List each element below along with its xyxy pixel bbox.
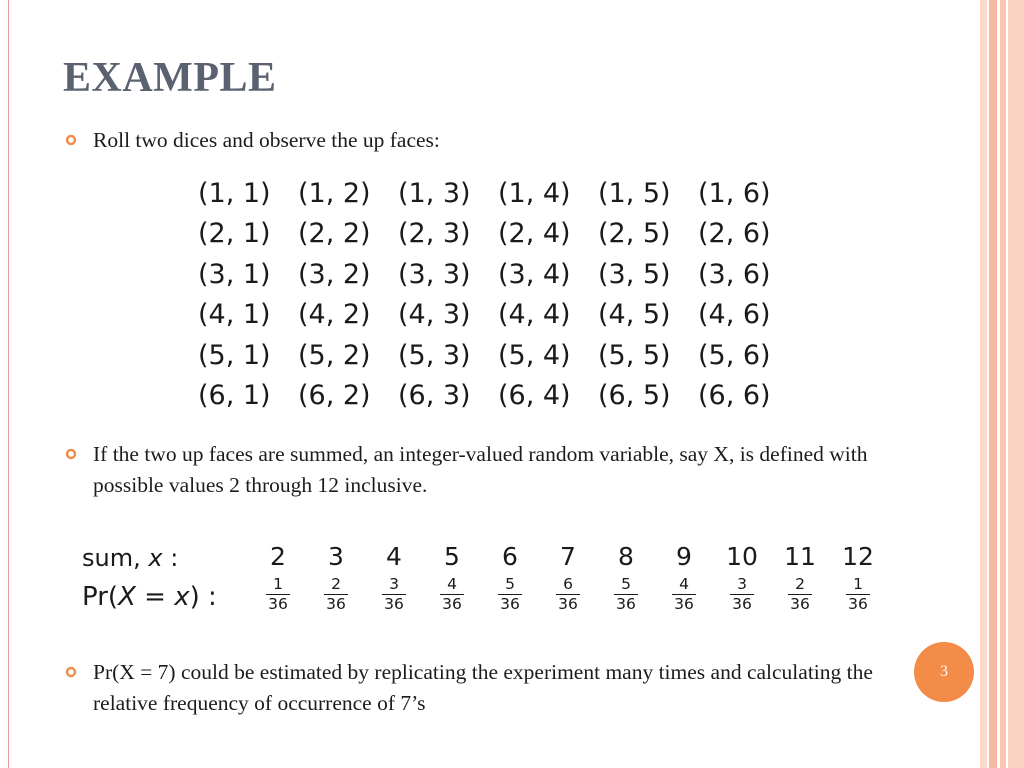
fraction-denominator: 36 <box>442 595 462 613</box>
dice-outcome: (4, 4) <box>498 299 571 331</box>
sum-value: 6 <box>502 542 518 571</box>
probability-fraction <box>543 576 593 613</box>
probability-fraction <box>717 576 767 613</box>
prob-label-var1: X <box>118 582 136 612</box>
fraction-numerator: 1 <box>273 575 283 593</box>
dice-outcome: (4, 3) <box>398 299 471 331</box>
probability-fraction <box>775 576 825 613</box>
circle-bullet-icon <box>65 666 77 678</box>
prob-label-suffix: ) : <box>189 582 217 612</box>
sum-label-suffix: : <box>162 544 179 572</box>
dice-row <box>198 214 798 255</box>
dice-outcome: (3, 4) <box>498 258 571 290</box>
dice-outcome: (5, 6) <box>698 339 771 371</box>
fraction-denominator: 36 <box>790 595 810 613</box>
fraction-numerator: 3 <box>389 575 399 593</box>
dice-outcome: (6, 5) <box>598 380 671 412</box>
dice-outcome: (5, 4) <box>498 339 571 371</box>
probability-fraction <box>833 576 883 613</box>
probability-fraction <box>253 576 303 613</box>
dice-outcomes-grid <box>198 173 798 416</box>
sum-value: 8 <box>618 542 634 571</box>
right-decorative-stripes <box>980 0 1024 768</box>
prob-label-mid: = <box>135 582 175 612</box>
dice-outcome: (5, 5) <box>598 339 671 371</box>
dice-outcome: (2, 6) <box>698 218 771 250</box>
dice-outcome: (3, 5) <box>598 258 671 290</box>
dice-outcome: (4, 5) <box>598 299 671 331</box>
dice-outcome: (5, 1) <box>198 339 271 371</box>
stripe-3 <box>989 0 997 768</box>
probability-fraction <box>659 576 709 613</box>
slide-title: EXAMPLE <box>63 55 277 101</box>
sum-label-var: x <box>148 544 163 572</box>
dice-row <box>198 254 798 295</box>
fraction-numerator: 3 <box>737 575 747 593</box>
fraction-numerator: 6 <box>563 575 573 593</box>
dice-outcome: (2, 1) <box>198 218 271 250</box>
dice-outcome: (1, 4) <box>498 177 571 209</box>
dice-outcome: (4, 2) <box>298 299 371 331</box>
dice-outcome: (6, 6) <box>698 380 771 412</box>
sum-row-label <box>82 544 178 572</box>
dice-outcome: (1, 1) <box>198 177 271 209</box>
dice-outcome: (6, 2) <box>298 380 371 412</box>
probability-fraction <box>427 576 477 613</box>
fraction-numerator: 4 <box>447 575 457 593</box>
sum-value: 9 <box>676 542 692 571</box>
fraction-denominator: 36 <box>268 595 288 613</box>
fraction-denominator: 36 <box>848 595 868 613</box>
fraction-denominator: 36 <box>326 595 346 613</box>
sum-value: 11 <box>784 542 816 571</box>
dice-outcome: (4, 1) <box>198 299 271 331</box>
circle-bullet-icon <box>65 134 77 146</box>
fraction-numerator: 2 <box>331 575 341 593</box>
dice-outcome: (3, 2) <box>298 258 371 290</box>
dice-outcome: (2, 2) <box>298 218 371 250</box>
fraction-numerator: 2 <box>795 575 805 593</box>
dice-outcome: (2, 3) <box>398 218 471 250</box>
fraction-denominator: 36 <box>384 595 404 613</box>
dice-outcome: (2, 4) <box>498 218 571 250</box>
dice-outcome: (6, 1) <box>198 380 271 412</box>
fraction-denominator: 36 <box>674 595 694 613</box>
dice-outcome: (5, 3) <box>398 339 471 371</box>
dice-outcome: (3, 3) <box>398 258 471 290</box>
probability-fraction <box>311 576 361 613</box>
fraction-denominator: 36 <box>616 595 636 613</box>
stripe-7 <box>1008 0 1024 768</box>
fraction-numerator: 5 <box>505 575 515 593</box>
bullet-text-2: If the two up faces are summed, an integer-valued random variable, say X, is defined with possible values 2 through 12 inclusive. <box>93 442 868 497</box>
page-number-badge: 3 <box>914 642 974 702</box>
slide-frame-left-line <box>8 0 9 768</box>
dice-outcome: (6, 3) <box>398 380 471 412</box>
circle-bullet-icon <box>65 448 77 460</box>
probability-fraction <box>369 576 419 613</box>
probability-distribution-table <box>82 542 882 622</box>
prob-label-prefix: Pr( <box>82 582 119 612</box>
bullet-text-3: Pr(X = 7) could be estimated by replicating the experiment many times and calculating the relative frequency of occurrence of 7’s <box>93 660 873 715</box>
dice-outcome: (1, 3) <box>398 177 471 209</box>
probability-fraction <box>485 576 535 613</box>
sum-value: 5 <box>444 542 460 571</box>
sum-value: 3 <box>328 542 344 571</box>
prob-label-var2: x <box>174 582 190 612</box>
fraction-numerator: 1 <box>853 575 863 593</box>
dice-outcome: (6, 4) <box>498 380 571 412</box>
stripe-1 <box>980 0 987 768</box>
dice-outcome: (1, 6) <box>698 177 771 209</box>
probability-fraction <box>601 576 651 613</box>
sum-value: 7 <box>560 542 576 571</box>
sum-value: 12 <box>842 542 874 571</box>
dice-outcome: (3, 1) <box>198 258 271 290</box>
sum-value: 10 <box>726 542 758 571</box>
fraction-denominator: 36 <box>732 595 752 613</box>
dice-row <box>198 295 798 336</box>
sum-label-prefix: sum, <box>82 544 149 572</box>
dice-row <box>198 376 798 417</box>
dice-row <box>198 335 798 376</box>
dice-outcome: (1, 5) <box>598 177 671 209</box>
sum-value: 2 <box>270 542 286 571</box>
fraction-numerator: 4 <box>679 575 689 593</box>
dice-row <box>198 173 798 214</box>
fraction-denominator: 36 <box>500 595 520 613</box>
fraction-numerator: 5 <box>621 575 631 593</box>
probability-row-label <box>82 582 217 612</box>
sum-value: 4 <box>386 542 402 571</box>
fraction-denominator: 36 <box>558 595 578 613</box>
dice-outcome: (4, 6) <box>698 299 771 331</box>
dice-outcome: (3, 6) <box>698 258 771 290</box>
dice-outcome: (1, 2) <box>298 177 371 209</box>
bullet-text-1: Roll two dices and observe the up faces: <box>93 128 440 152</box>
dice-outcome: (2, 5) <box>598 218 671 250</box>
dice-outcome: (5, 2) <box>298 339 371 371</box>
